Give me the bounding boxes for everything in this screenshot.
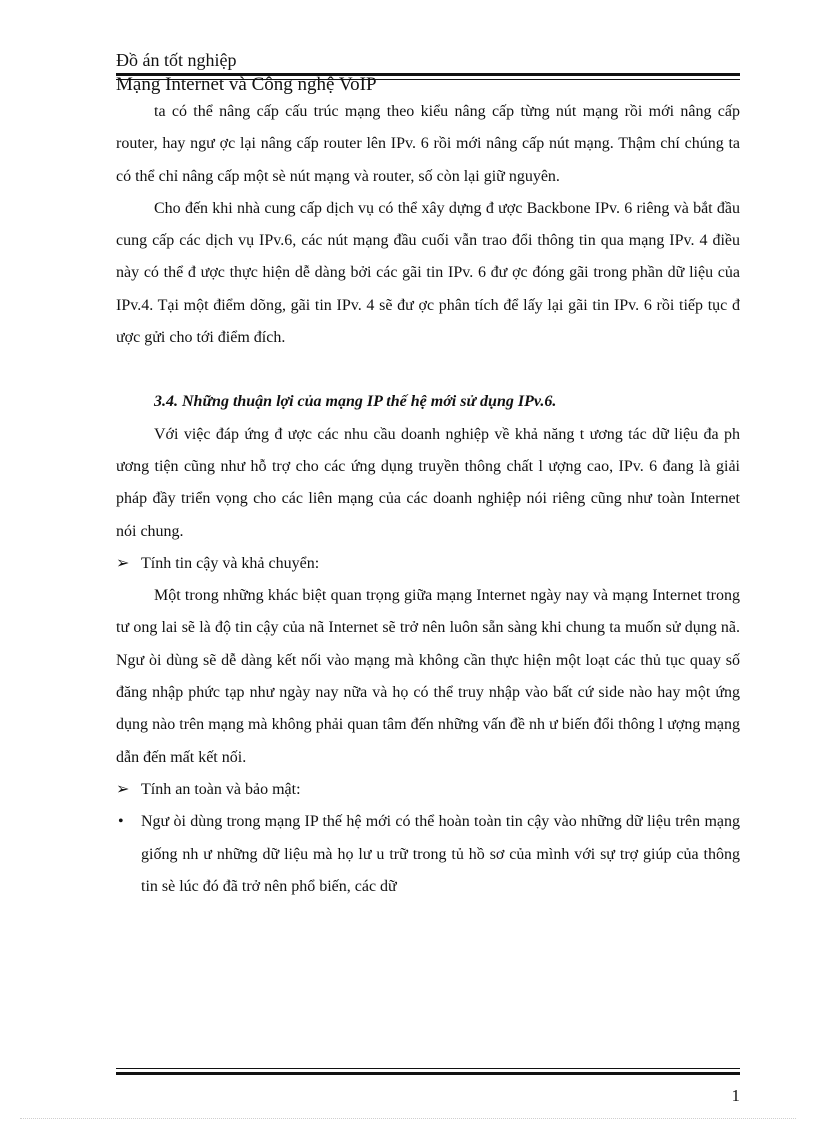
paragraph-backbone-ipv6: Cho đến khi nhà cung cấp dịch vụ có thể xây dựng đ ược Backbone IPv. 6 riêng và bắt đầu cung cấp các dịch vụ IPv.6, các nút mạng đầu cuối vẫn trao đổi thông tin qua mạng IPv. 4 điều này có thể đ ược thực hiện dễ dàng bởi các gãi tin IPv. 6 đư ợc đóng gãi trong phần dữ liệu của IPv.4. Tại một điểm dõng, gãi tin IPv. 4 sẽ đư ợc phân tích để lấy lại gãi tin IPv. 6 rồi tiếp tục đ ược gửi cho tới điểm đích. [116,199,740,347]
paragraph-upgrade-order: ta có thể nâng cấp cấu trúc mạng theo kiểu nâng cấp từng nút mạng rồi mới nâng cấp router, hay ngư ợc lại nâng cấp router lên IPv. 6 rồi mới nâng cấp nút mạng. Thậm chí chúng ta có thể chỉ nâng cấp một sè nút mạng và router, số còn lại giữ nguyên. [116,103,740,185]
bullet-reliability-label: Tính tin cậy và khả chuyển: [141,554,320,572]
paragraph-reliability: Một trong những khác biệt quan trọng giữa mạng Internet ngày nay và mạng Internet trong tư ong lai sẽ là độ tin cậy của nã Internet sẽ trở nên luôn sẵn sàng khi chung ta muốn sử dụng nã. Ngư òi dùng sẽ dễ dàng kết nối vào mạng mà không cần thực hiện một loạt các thủ tục quay số đăng nhập phức tạp như ngày nay nữa và họ có thể truy nhập vào bất cứ side nào hay một ứng dụng nào trên mạng mà không phải quan tâm đến những vấn đề nh ư biến đổi thông l ượng mạng dẫn đến mất kết nối. [116,587,740,766]
dot-bullet-icon: • [118,813,124,831]
paragraph-gap [116,354,740,386]
page-number: 1 [731,1086,740,1105]
bullet-reliability [116,548,740,580]
document-header-title: Đồ án tốt nghiệp [116,50,237,70]
paragraph-business-needs: Với việc đáp ứng đ ược các nhu cầu doanh nghiệp về khả năng t ương tác dữ liệu đa ph ương tiện cũng như hỗ trợ cho các ứng dụng truyền thông chất l ượng cao, IPv. 6 đang là giải pháp đầy triển vọng cho các liên mạng của các doanh nghiệp nói riêng cũng như toàn Internet nói chung. [116,425,740,540]
bullet-security-label: Tính an toàn và bảo mật: [141,780,301,798]
arrow-bullet-icon: ➢ [116,554,130,572]
arrow-bullet-icon: ➢ [116,780,130,798]
footer-rule-thick [116,1072,740,1075]
page-edge-dotted-line [20,1118,796,1119]
document-header-subtitle: Mạng Internet và Công nghệ VoIP [116,74,377,95]
bullet-security [116,774,740,806]
document-body [116,96,740,903]
footer-rule-thin [116,1068,740,1069]
dot-item-users [116,806,740,903]
paragraph-users-trust: Ngư òi dùng trong mạng IP thế hệ mới có thể hoàn toàn tin cậy vào những dữ liệu trên mạng giống nh ư những dữ liệu mà họ lư u trữ trong tủ hồ sơ của mình với sự trợ giúp của thông tin sè lúc đó đã trở nên phổ biến, các dữ [141,813,740,895]
section-heading: 3.4. Những thuận lợi của mạng IP thế hệ mới sử dụng IPv.6. [154,393,557,411]
